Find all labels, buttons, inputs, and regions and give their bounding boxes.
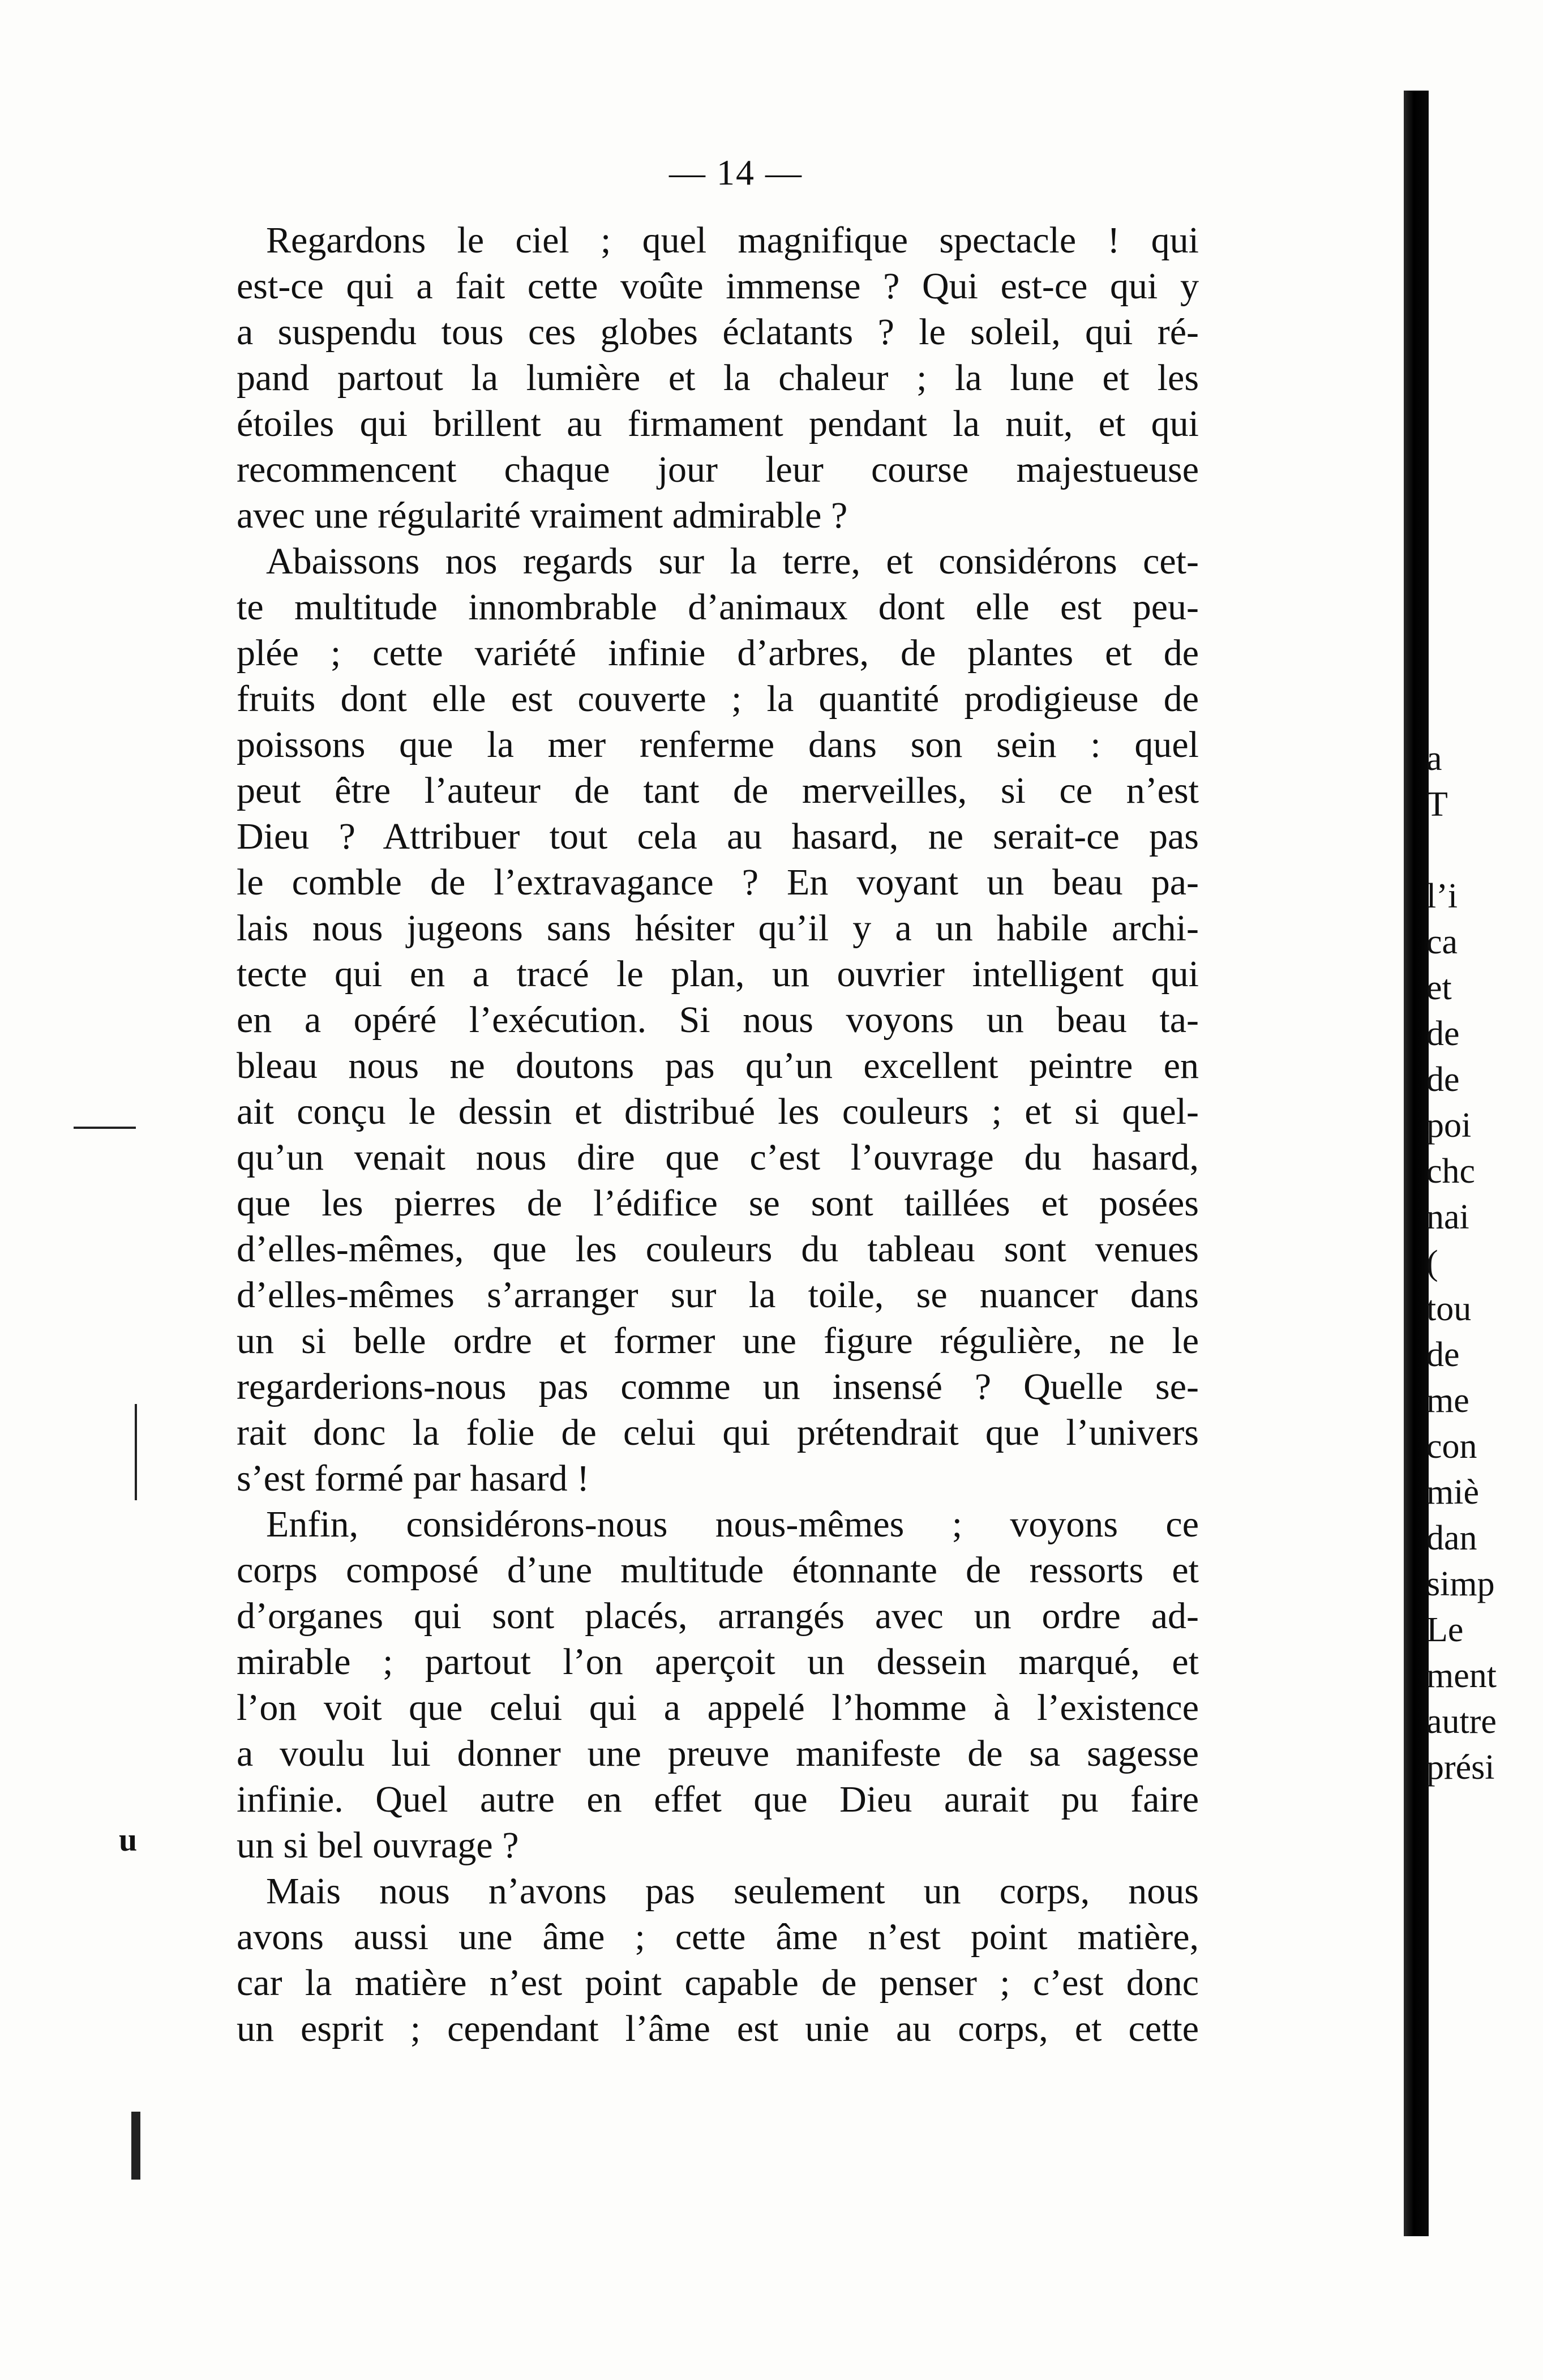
fragment-line: a bbox=[1426, 739, 1442, 778]
text-line: un si belle ordre et former une figure régulière, ne le bbox=[237, 1320, 1199, 1362]
fragment-line: me bbox=[1426, 1381, 1469, 1420]
text-line: le comble de l’extravagance ? En voyant un beau pa- bbox=[237, 862, 1199, 903]
text-line: infinie. Quel autre en effet que Dieu aurait pu faire bbox=[237, 1779, 1199, 1820]
text-line: tecte qui en a tracé le plan, un ouvrier intelligent qui bbox=[237, 953, 1199, 995]
body-text bbox=[237, 217, 1199, 2052]
fragment-line: tou bbox=[1426, 1290, 1472, 1328]
text-line: s’est formé par hasard ! bbox=[237, 1458, 590, 1499]
fragment-line: dan bbox=[1426, 1519, 1477, 1557]
fragment-line bbox=[1426, 828, 1543, 874]
text-line: qu’un venait nous dire que c’est l’ouvrage du hasard, bbox=[237, 1137, 1199, 1178]
text-line: avec une régularité vraiment admirable ? bbox=[237, 495, 848, 536]
left-margin-letter: u bbox=[119, 1821, 138, 1858]
text-line: d’elles-mêmes, que les couleurs du tableau sont venues bbox=[237, 1228, 1199, 1270]
text-line: car la matière n’est point capable de penser ; c’est donc bbox=[237, 1962, 1199, 2004]
fragment-line: de bbox=[1426, 1335, 1460, 1374]
text-line: étoiles qui brillent au firmament pendant la nuit, et qui bbox=[237, 403, 1199, 444]
text-line: un esprit ; cependant l’âme est unie au corps, et cette bbox=[237, 2008, 1199, 2049]
text-line: bleau nous ne doutons pas qu’un excellent peintre en bbox=[237, 1045, 1199, 1086]
fragment-line: ment bbox=[1426, 1656, 1497, 1695]
text-line: a suspendu tous ces globes éclatants ? le soleil, qui ré- bbox=[237, 311, 1199, 353]
text-line: un si bel ouvrage ? bbox=[237, 1825, 519, 1866]
fragment-line: poi bbox=[1426, 1106, 1472, 1145]
fragment-line: simp bbox=[1426, 1565, 1495, 1603]
fragment-line: ( bbox=[1426, 1244, 1438, 1282]
text-line: recommencent chaque jour leur course majestueuse bbox=[237, 449, 1199, 490]
text-line: te multitude innombrable d’animaux dont elle est peu- bbox=[237, 587, 1199, 628]
text-line: l’on voit que celui qui a appelé l’homme à l’existence bbox=[237, 1687, 1199, 1728]
text-line: Dieu ? Attribuer tout cela au hasard, ne serait-ce pas bbox=[237, 816, 1199, 857]
fragment-line: autre bbox=[1426, 1702, 1497, 1741]
text-line: plée ; cette variété infinie d’arbres, de plantes et de bbox=[237, 632, 1199, 674]
text-line: a voulu lui donner une preuve manifeste de sa sagesse bbox=[237, 1733, 1199, 1774]
fragment-line: et bbox=[1426, 969, 1452, 1007]
fragment-line: con bbox=[1426, 1427, 1477, 1466]
fragment-line: miè bbox=[1426, 1473, 1479, 1512]
text-line: Mais nous n’avons pas seulement un corps, nous bbox=[266, 1870, 1199, 1912]
fragment-line: ca bbox=[1426, 923, 1458, 961]
fragment-line: nai bbox=[1426, 1198, 1469, 1236]
text-line: mirable ; partout l’on aperçoit un dessein marqué, et bbox=[237, 1641, 1199, 1683]
fragment-line: prési bbox=[1426, 1748, 1495, 1787]
text-line: corps composé d’une multitude étonnante de ressorts et bbox=[237, 1549, 1199, 1591]
left-margin-tick bbox=[135, 1404, 137, 1500]
text-line: avons aussi une âme ; cette âme n’est point matière, bbox=[237, 1916, 1199, 1958]
fragment-line: de bbox=[1426, 1060, 1460, 1099]
text-line: regarderions-nous pas comme un insensé ? Quelle se- bbox=[237, 1366, 1199, 1407]
adjacent-page-edge bbox=[1404, 91, 1429, 2236]
text-line: que les pierres de l’édifice se sont taillées et posées bbox=[237, 1183, 1199, 1224]
text-line: Enfin, considérons-nous nous-mêmes ; voyons ce bbox=[266, 1504, 1199, 1545]
text-line: ait conçu le dessin et distribué les couleurs ; et si quel- bbox=[237, 1091, 1199, 1132]
left-margin-rule bbox=[74, 1127, 136, 1129]
fragment-line: T bbox=[1426, 785, 1448, 824]
text-line: pand partout la lumière et la chaleur ; la lune et les bbox=[237, 357, 1199, 399]
text-line: en a opéré l’exécution. Si nous voyons un beau ta- bbox=[237, 999, 1199, 1041]
text-line: d’elles-mêmes s’arranger sur la toile, se nuancer dans bbox=[237, 1274, 1199, 1316]
text-line: Abaissons nos regards sur la terre, et considérons cet- bbox=[266, 541, 1199, 582]
text-line: Regardons le ciel ; quel magnifique spectacle ! qui bbox=[266, 220, 1199, 261]
text-line: est-ce qui a fait cette voûte immense ? Qui est-ce qui y bbox=[237, 266, 1199, 307]
text-line: rait donc la folie de celui qui prétendrait que l’univers bbox=[237, 1412, 1199, 1453]
text-line: peut être l’auteur de tant de merveilles, si ce n’est bbox=[237, 770, 1199, 811]
text-line: fruits dont elle est couverte ; la quantité prodigieuse de bbox=[237, 678, 1199, 720]
adjacent-page-fragments bbox=[1426, 736, 1543, 1791]
fragment-line: de bbox=[1426, 1015, 1460, 1053]
text-line: poissons que la mer renferme dans son sein : quel bbox=[237, 724, 1199, 765]
text-line: d’organes qui sont placés, arrangés avec un ordre ad- bbox=[237, 1595, 1199, 1637]
fragment-line: Le bbox=[1426, 1611, 1464, 1649]
fragment-line: l’i bbox=[1426, 877, 1458, 915]
page-number: — 14 — bbox=[669, 152, 803, 192]
fragment-line: chc bbox=[1426, 1152, 1476, 1191]
text-line: lais nous jugeons sans hésiter qu’il y a un habile archi- bbox=[237, 908, 1199, 949]
left-margin-bar bbox=[131, 2112, 140, 2180]
